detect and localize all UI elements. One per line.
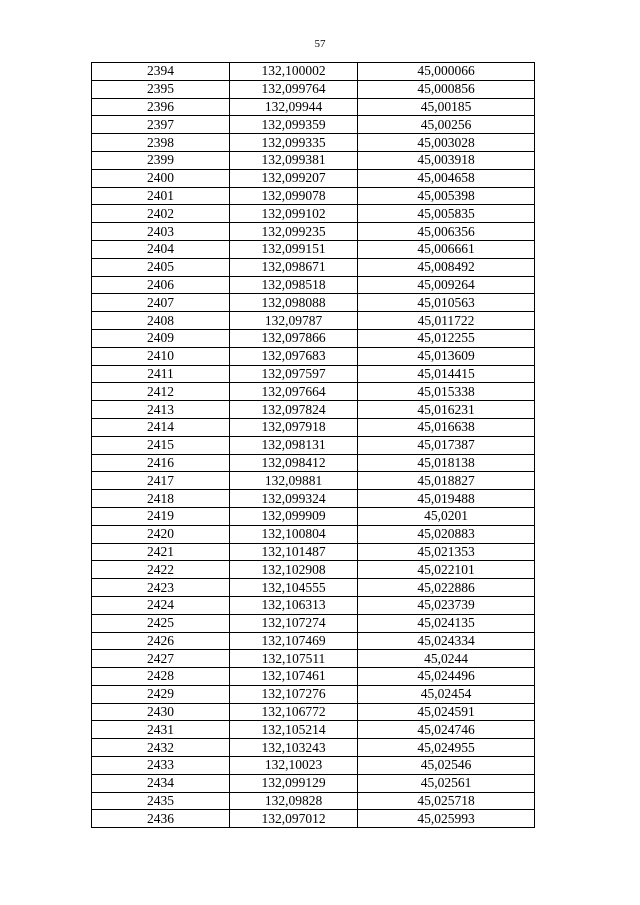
x-coordinate-cell: 132,099235	[230, 223, 358, 241]
point-number-cell: 2404	[92, 240, 230, 258]
table-row	[92, 63, 535, 81]
table-row	[92, 347, 535, 365]
table-row	[92, 757, 535, 775]
point-number-cell: 2429	[92, 685, 230, 703]
y-coordinate-cell: 45,008492	[358, 258, 535, 276]
table-row	[92, 80, 535, 98]
x-coordinate-cell: 132,107274	[230, 614, 358, 632]
table-row	[92, 579, 535, 597]
table-row	[92, 472, 535, 490]
point-number-cell: 2416	[92, 454, 230, 472]
table-row	[92, 561, 535, 579]
y-coordinate-cell: 45,024591	[358, 703, 535, 721]
table-row	[92, 258, 535, 276]
table-row	[92, 525, 535, 543]
table-row	[92, 632, 535, 650]
y-coordinate-cell: 45,021353	[358, 543, 535, 561]
y-coordinate-cell: 45,025718	[358, 792, 535, 810]
y-coordinate-cell: 45,02561	[358, 774, 535, 792]
point-number-cell: 2414	[92, 418, 230, 436]
point-number-cell: 2399	[92, 151, 230, 169]
point-number-cell: 2397	[92, 116, 230, 134]
table-row	[92, 205, 535, 223]
point-number-cell: 2425	[92, 614, 230, 632]
y-coordinate-cell: 45,0244	[358, 650, 535, 668]
point-number-cell: 2395	[92, 80, 230, 98]
x-coordinate-cell: 132,105214	[230, 721, 358, 739]
x-coordinate-cell: 132,09944	[230, 98, 358, 116]
y-coordinate-cell: 45,022886	[358, 579, 535, 597]
y-coordinate-cell: 45,022101	[358, 561, 535, 579]
y-coordinate-cell: 45,011722	[358, 312, 535, 330]
x-coordinate-cell: 132,099764	[230, 80, 358, 98]
table-row	[92, 365, 535, 383]
table-row	[92, 507, 535, 525]
point-number-cell: 2433	[92, 757, 230, 775]
x-coordinate-cell: 132,106772	[230, 703, 358, 721]
y-coordinate-cell: 45,013609	[358, 347, 535, 365]
x-coordinate-cell: 132,097866	[230, 329, 358, 347]
y-coordinate-cell: 45,000856	[358, 80, 535, 98]
table-row	[92, 614, 535, 632]
y-coordinate-cell: 45,005835	[358, 205, 535, 223]
y-coordinate-cell: 45,024955	[358, 739, 535, 757]
point-number-cell: 2396	[92, 98, 230, 116]
point-number-cell: 2428	[92, 668, 230, 686]
x-coordinate-cell: 132,097683	[230, 347, 358, 365]
x-coordinate-cell: 132,103243	[230, 739, 358, 757]
y-coordinate-cell: 45,017387	[358, 436, 535, 454]
y-coordinate-cell: 45,025993	[358, 810, 535, 828]
point-number-cell: 2394	[92, 63, 230, 81]
x-coordinate-cell: 132,099335	[230, 134, 358, 152]
y-coordinate-cell: 45,004658	[358, 169, 535, 187]
x-coordinate-cell: 132,101487	[230, 543, 358, 561]
table-row	[92, 543, 535, 561]
x-coordinate-cell: 132,098412	[230, 454, 358, 472]
y-coordinate-cell: 45,024746	[358, 721, 535, 739]
point-number-cell: 2408	[92, 312, 230, 330]
table-row	[92, 276, 535, 294]
table-row	[92, 383, 535, 401]
table-row	[92, 134, 535, 152]
table-row	[92, 703, 535, 721]
table-row	[92, 418, 535, 436]
coordinates-table	[91, 62, 535, 828]
y-coordinate-cell: 45,005398	[358, 187, 535, 205]
x-coordinate-cell: 132,100002	[230, 63, 358, 81]
point-number-cell: 2420	[92, 525, 230, 543]
x-coordinate-cell: 132,098088	[230, 294, 358, 312]
point-number-cell: 2422	[92, 561, 230, 579]
y-coordinate-cell: 45,024135	[358, 614, 535, 632]
x-coordinate-cell: 132,099909	[230, 507, 358, 525]
point-number-cell: 2435	[92, 792, 230, 810]
table-row	[92, 810, 535, 828]
y-coordinate-cell: 45,003918	[358, 151, 535, 169]
point-number-cell: 2419	[92, 507, 230, 525]
y-coordinate-cell: 45,02546	[358, 757, 535, 775]
table-row	[92, 312, 535, 330]
point-number-cell: 2409	[92, 329, 230, 347]
x-coordinate-cell: 132,099151	[230, 240, 358, 258]
x-coordinate-cell: 132,097918	[230, 418, 358, 436]
x-coordinate-cell: 132,107276	[230, 685, 358, 703]
x-coordinate-cell: 132,098671	[230, 258, 358, 276]
x-coordinate-cell: 132,099359	[230, 116, 358, 134]
table-row	[92, 668, 535, 686]
point-number-cell: 2418	[92, 490, 230, 508]
x-coordinate-cell: 132,098518	[230, 276, 358, 294]
x-coordinate-cell: 132,107511	[230, 650, 358, 668]
table-row	[92, 294, 535, 312]
x-coordinate-cell: 132,107469	[230, 632, 358, 650]
y-coordinate-cell: 45,006661	[358, 240, 535, 258]
point-number-cell: 2400	[92, 169, 230, 187]
point-number-cell: 2406	[92, 276, 230, 294]
y-coordinate-cell: 45,012255	[358, 329, 535, 347]
y-coordinate-cell: 45,023739	[358, 596, 535, 614]
x-coordinate-cell: 132,099102	[230, 205, 358, 223]
point-number-cell: 2401	[92, 187, 230, 205]
point-number-cell: 2398	[92, 134, 230, 152]
x-coordinate-cell: 132,099381	[230, 151, 358, 169]
point-number-cell: 2415	[92, 436, 230, 454]
y-coordinate-cell: 45,0201	[358, 507, 535, 525]
y-coordinate-cell: 45,018827	[358, 472, 535, 490]
x-coordinate-cell: 132,09828	[230, 792, 358, 810]
y-coordinate-cell: 45,024334	[358, 632, 535, 650]
point-number-cell: 2434	[92, 774, 230, 792]
x-coordinate-cell: 132,104555	[230, 579, 358, 597]
y-coordinate-cell: 45,00185	[358, 98, 535, 116]
table-row	[92, 685, 535, 703]
table-row	[92, 98, 535, 116]
x-coordinate-cell: 132,099129	[230, 774, 358, 792]
x-coordinate-cell: 132,099207	[230, 169, 358, 187]
y-coordinate-cell: 45,024496	[358, 668, 535, 686]
y-coordinate-cell: 45,02454	[358, 685, 535, 703]
y-coordinate-cell: 45,003028	[358, 134, 535, 152]
table-row	[92, 329, 535, 347]
table-row	[92, 401, 535, 419]
y-coordinate-cell: 45,015338	[358, 383, 535, 401]
point-number-cell: 2405	[92, 258, 230, 276]
y-coordinate-cell: 45,020883	[358, 525, 535, 543]
table-row	[92, 774, 535, 792]
y-coordinate-cell: 45,000066	[358, 63, 535, 81]
point-number-cell: 2432	[92, 739, 230, 757]
point-number-cell: 2427	[92, 650, 230, 668]
point-number-cell: 2426	[92, 632, 230, 650]
point-number-cell: 2423	[92, 579, 230, 597]
table-row	[92, 151, 535, 169]
x-coordinate-cell: 132,099324	[230, 490, 358, 508]
table-row	[92, 240, 535, 258]
x-coordinate-cell: 132,106313	[230, 596, 358, 614]
table-row	[92, 721, 535, 739]
y-coordinate-cell: 45,00256	[358, 116, 535, 134]
x-coordinate-cell: 132,100804	[230, 525, 358, 543]
table-row	[92, 169, 535, 187]
point-number-cell: 2421	[92, 543, 230, 561]
x-coordinate-cell: 132,09787	[230, 312, 358, 330]
table-row	[92, 650, 535, 668]
y-coordinate-cell: 45,016638	[358, 418, 535, 436]
x-coordinate-cell: 132,102908	[230, 561, 358, 579]
table-row	[92, 490, 535, 508]
y-coordinate-cell: 45,018138	[358, 454, 535, 472]
table-row	[92, 223, 535, 241]
point-number-cell: 2403	[92, 223, 230, 241]
table-row	[92, 116, 535, 134]
x-coordinate-cell: 132,10023	[230, 757, 358, 775]
x-coordinate-cell: 132,097012	[230, 810, 358, 828]
point-number-cell: 2430	[92, 703, 230, 721]
x-coordinate-cell: 132,098131	[230, 436, 358, 454]
point-number-cell: 2402	[92, 205, 230, 223]
x-coordinate-cell: 132,097664	[230, 383, 358, 401]
point-number-cell: 2410	[92, 347, 230, 365]
x-coordinate-cell: 132,097597	[230, 365, 358, 383]
table-row	[92, 436, 535, 454]
page-number: 57	[314, 38, 326, 50]
point-number-cell: 2417	[92, 472, 230, 490]
y-coordinate-cell: 45,019488	[358, 490, 535, 508]
y-coordinate-cell: 45,009264	[358, 276, 535, 294]
point-number-cell: 2431	[92, 721, 230, 739]
x-coordinate-cell: 132,09881	[230, 472, 358, 490]
point-number-cell: 2424	[92, 596, 230, 614]
y-coordinate-cell: 45,014415	[358, 365, 535, 383]
y-coordinate-cell: 45,010563	[358, 294, 535, 312]
table-row	[92, 596, 535, 614]
y-coordinate-cell: 45,016231	[358, 401, 535, 419]
x-coordinate-cell: 132,097824	[230, 401, 358, 419]
point-number-cell: 2413	[92, 401, 230, 419]
x-coordinate-cell: 132,099078	[230, 187, 358, 205]
point-number-cell: 2436	[92, 810, 230, 828]
table-row	[92, 792, 535, 810]
table-row	[92, 739, 535, 757]
y-coordinate-cell: 45,006356	[358, 223, 535, 241]
point-number-cell: 2407	[92, 294, 230, 312]
coordinates-table-body	[92, 63, 535, 828]
table-row	[92, 454, 535, 472]
x-coordinate-cell: 132,107461	[230, 668, 358, 686]
table-row	[92, 187, 535, 205]
point-number-cell: 2411	[92, 365, 230, 383]
point-number-cell: 2412	[92, 383, 230, 401]
